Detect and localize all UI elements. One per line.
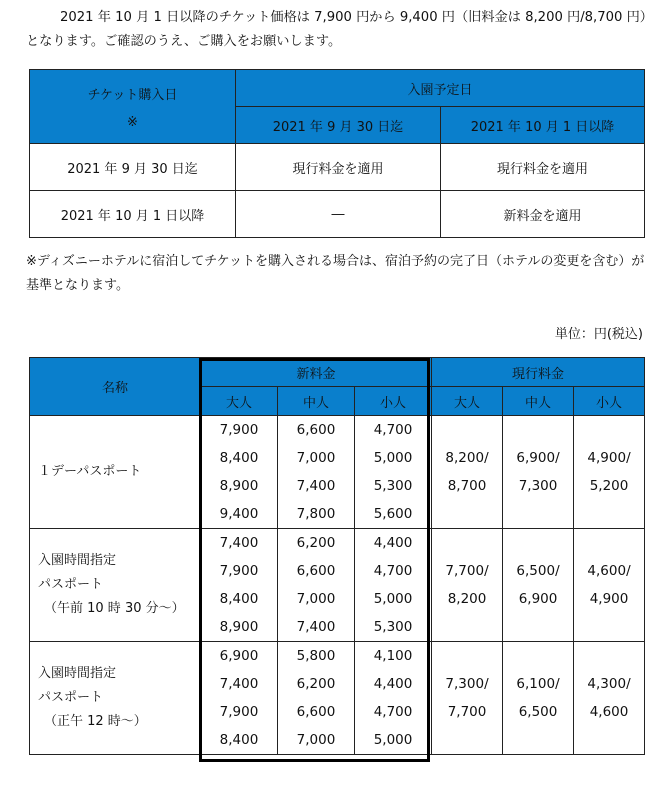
- new-price-cell: 4,700: [355, 698, 432, 726]
- pass-name-line: （正午 12 時～）: [44, 714, 147, 729]
- new-price-cell: 5,000: [355, 726, 432, 755]
- new-price-cell: 4,700: [355, 557, 432, 585]
- visit-date-header: 入園予定日: [236, 70, 645, 107]
- current-price-cell: [432, 529, 503, 642]
- new-price-cell: 7,000: [278, 726, 355, 755]
- current-price-value: 7,700: [447, 704, 487, 720]
- visit-col2-header: 2021 年 10 月 1 日以降: [441, 107, 645, 144]
- row-label: 2021 年 9 月 30 日迄: [30, 144, 236, 191]
- price-table: [29, 357, 645, 755]
- new-price-cell: 7,000: [278, 585, 355, 613]
- pass-name: [30, 642, 201, 755]
- current-price-cell: [432, 642, 503, 755]
- current-price-cell: [574, 642, 645, 755]
- purchase-date-table: [29, 69, 645, 238]
- pass-name-line: 入園時間指定: [38, 553, 117, 568]
- pass-name: [30, 529, 201, 642]
- current-price-value: 7,700/: [445, 563, 489, 579]
- new-price-cell: 6,600: [278, 557, 355, 585]
- row-cell: 現行料金を適用: [236, 144, 441, 191]
- current-price-header: 現行料金: [432, 358, 645, 387]
- current-price-cell: [432, 416, 503, 529]
- pass-name-line: （午前 10 時 30 分～）: [44, 601, 185, 616]
- new-price-cell: 8,400: [201, 726, 278, 755]
- row-cell: 現行料金を適用: [441, 144, 645, 191]
- purchase-date-header: [30, 70, 236, 144]
- hotel-note: ※ディズニーホテルに宿泊してチケットを購入される場合は、宿泊予約の完了日（ホテルの変更を含む）が基準となります。: [26, 254, 645, 293]
- table-row: [30, 529, 645, 558]
- new-price-cell: 4,400: [355, 670, 432, 698]
- current-price-value: 5,200: [589, 478, 629, 494]
- new-price-cell: 8,900: [201, 472, 278, 500]
- pass-name-line: パスポート: [38, 690, 104, 705]
- unit-label: 単位：円(税込): [554, 327, 643, 342]
- current-junior-header: 中人: [503, 387, 574, 416]
- new-price-cell: 7,400: [201, 529, 278, 558]
- current-child-header: 小人: [574, 387, 645, 416]
- new-price-cell: 4,700: [355, 416, 432, 445]
- current-price-cell: [503, 529, 574, 642]
- table-row: [30, 191, 645, 238]
- purchase-date-header-mark: ※: [127, 114, 138, 130]
- new-price-cell: 5,000: [355, 444, 432, 472]
- new-price-cell: 6,200: [278, 670, 355, 698]
- new-price-cell: 5,000: [355, 585, 432, 613]
- new-price-cell: 4,100: [355, 642, 432, 671]
- current-price-value: 6,900/: [516, 450, 560, 466]
- current-price-value: 6,500: [518, 704, 558, 720]
- visit-col1-header: 2021 年 9 月 30 日迄: [236, 107, 441, 144]
- pass-name-line: パスポート: [38, 577, 104, 592]
- new-price-cell: 8,400: [201, 444, 278, 472]
- new-price-header: 新料金: [201, 358, 432, 387]
- new-price-cell: 9,400: [201, 500, 278, 529]
- new-price-cell: 7,900: [201, 698, 278, 726]
- row-cell: ―: [236, 191, 441, 238]
- new-price-cell: 7,800: [278, 500, 355, 529]
- table-row: [30, 416, 645, 445]
- new-price-cell: 7,900: [201, 416, 278, 445]
- new-child-header: 小人: [355, 387, 432, 416]
- new-price-cell: 8,400: [201, 585, 278, 613]
- current-price-value: 4,600: [589, 704, 629, 720]
- current-price-value: 7,300: [518, 478, 558, 494]
- current-price-value: 6,100/: [516, 676, 560, 692]
- intro-paragraph: 2021 年 10 月 1 日以降のチケット価格は 7,900 円から 9,400 円（旧料金は 8,200 円/8,700 円）となります。ご確認のうえ、ご購入をお願いします。: [26, 10, 647, 49]
- current-price-value: 4,600/: [587, 563, 631, 579]
- current-price-value: 8,200: [447, 591, 487, 607]
- new-price-cell: 4,400: [355, 529, 432, 558]
- new-price-cell: 6,600: [278, 698, 355, 726]
- current-price-value: 8,200/: [445, 450, 489, 466]
- current-price-value: 4,900/: [587, 450, 631, 466]
- current-price-value: 4,300/: [587, 676, 631, 692]
- current-price-cell: [574, 529, 645, 642]
- new-price-cell: 6,200: [278, 529, 355, 558]
- new-adult-header: 大人: [201, 387, 278, 416]
- current-price-cell: [503, 416, 574, 529]
- current-price-value: 8,700: [447, 478, 487, 494]
- row-label: 2021 年 10 月 1 日以降: [30, 191, 236, 238]
- pass-name-line: １デーパスポート: [38, 464, 142, 479]
- current-price-value: 6,500/: [516, 563, 560, 579]
- new-price-cell: 7,400: [278, 613, 355, 642]
- current-price-value: 4,900: [589, 591, 629, 607]
- new-price-cell: 7,000: [278, 444, 355, 472]
- current-price-cell: [574, 416, 645, 529]
- table-row: [30, 642, 645, 671]
- new-price-cell: 5,300: [355, 472, 432, 500]
- new-price-cell: 5,300: [355, 613, 432, 642]
- current-adult-header: 大人: [432, 387, 503, 416]
- new-price-cell: 7,400: [201, 670, 278, 698]
- name-header: 名称: [30, 358, 201, 416]
- pass-name-line: 入園時間指定: [38, 666, 117, 681]
- new-price-cell: 7,900: [201, 557, 278, 585]
- row-cell: 新料金を適用: [441, 191, 645, 238]
- new-price-cell: 8,900: [201, 613, 278, 642]
- purchase-date-header-text: チケット購入日: [87, 87, 178, 103]
- new-price-cell: 5,600: [355, 500, 432, 529]
- current-price-value: 6,900: [518, 591, 558, 607]
- pass-name: [30, 416, 201, 529]
- new-price-cell: 5,800: [278, 642, 355, 671]
- new-price-cell: 6,600: [278, 416, 355, 445]
- new-price-cell: 7,400: [278, 472, 355, 500]
- table-row: [30, 144, 645, 191]
- current-price-value: 7,300/: [445, 676, 489, 692]
- new-junior-header: 中人: [278, 387, 355, 416]
- new-price-cell: 6,900: [201, 642, 278, 671]
- current-price-cell: [503, 642, 574, 755]
